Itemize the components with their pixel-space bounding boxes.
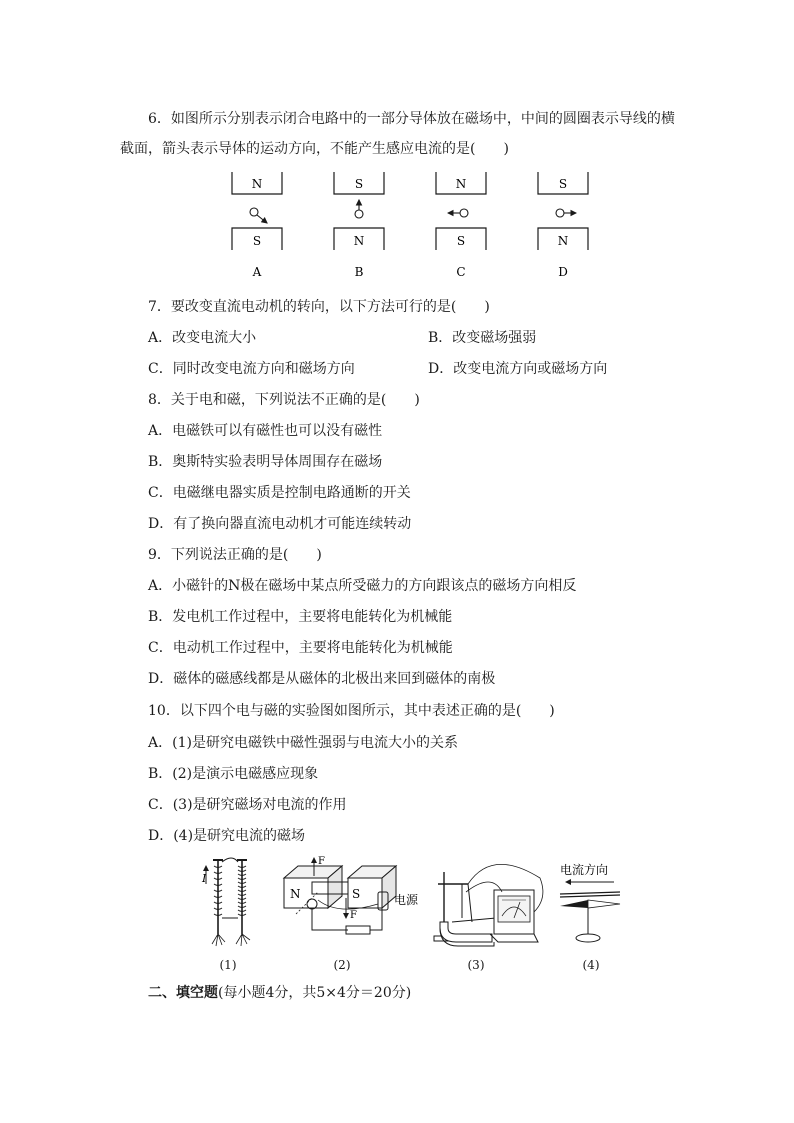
q6-d-bottom-pole: N <box>557 234 569 248</box>
q6-figure-d <box>538 172 588 250</box>
q10-fig1-current-label: I <box>202 872 207 885</box>
q7-option-b: B．改变磁场强弱 <box>428 330 537 346</box>
q6-d-conductor <box>556 209 564 217</box>
q6-label-d: D <box>558 265 568 279</box>
q10-figure-label-1: (1) <box>219 958 237 972</box>
q10-fig2-force-top: F <box>318 856 325 867</box>
q10-figure-1-electromagnets <box>196 852 260 952</box>
q6-a-top-pole: N <box>251 177 263 191</box>
q7-option-a: A．改变电流大小 <box>148 330 257 346</box>
q9-option-c: C．电动机工作过程中，主要将电能转化为机械能 <box>148 640 453 656</box>
q10-figure-3-stand-and-meter <box>432 852 548 950</box>
q9-option-b: B．发电机工作过程中，主要将电能转化为机械能 <box>148 609 453 625</box>
q6-a-conductor <box>250 208 258 216</box>
q9-stem: 9．下列说法正确的是( ) <box>148 547 322 563</box>
q10-stem: 10．以下四个电与磁的实验图如图所示，其中表述正确的是( ) <box>148 703 555 719</box>
section-2-title: 二、填空题 <box>148 985 218 1001</box>
q6-figures <box>222 168 602 280</box>
q8-option-b: B．奥斯特实验表明导体周围存在磁场 <box>148 454 383 470</box>
q6-stem-line2: 截面，箭头表示导体的运动方向，不能产生感应电流的是( ) <box>120 141 509 157</box>
q8-option-a: A．电磁铁可以有磁性也可以没有磁性 <box>148 423 383 439</box>
q6-c-conductor <box>460 209 468 217</box>
q6-d-top-pole: S <box>558 177 568 191</box>
q6-figure-c <box>436 172 486 250</box>
q7-option-d: D．改变电流方向或磁场方向 <box>428 361 608 377</box>
q9-option-d: D．磁体的磁感线都是从磁体的北极出来回到磁体的南极 <box>148 671 496 687</box>
q7-option-c: C．同时改变电流方向和磁场方向 <box>148 361 355 377</box>
q10-option-c: C．(3)是研究磁场对电流的作用 <box>148 797 347 813</box>
q10-figure-2-magnet-setup <box>278 852 428 950</box>
q6-a-bottom-pole: S <box>252 234 262 248</box>
q6-c-top-pole: N <box>455 177 467 191</box>
q10-figure-label-2: (2) <box>333 958 351 972</box>
section-2-heading <box>148 984 411 1002</box>
q6-label-a: A <box>252 265 262 279</box>
q10-fig2-force-bottom: F <box>350 910 357 921</box>
section-2-scoring-note: (每小题4分，共5×4分＝20分) <box>218 985 412 1001</box>
q10-fig4-current-label: 电流方向 <box>560 863 609 877</box>
q6-figure-a <box>232 172 282 250</box>
q10-fig2-pole-s: S <box>352 887 361 901</box>
q10-fig2-power-label: 电源 <box>394 893 419 907</box>
q10-figure-label-4: (4) <box>582 958 600 972</box>
q10-figure-4-oersted <box>556 860 626 952</box>
q6-label-c: C <box>456 265 466 279</box>
q8-option-c: C．电磁继电器实质是控制电路通断的开关 <box>148 485 411 501</box>
q10-option-d: D．(4)是研究电流的磁场 <box>148 828 306 844</box>
q10-option-a: A．(1)是研究电磁铁中磁性强弱与电流大小的关系 <box>148 735 458 751</box>
q6-label-b: B <box>354 265 364 279</box>
q6-figure-b <box>334 172 384 250</box>
q8-stem: 8．关于电和磁，下列说法不正确的是( ) <box>148 392 420 408</box>
q6-a-arrow <box>257 215 267 223</box>
q9-option-a: A．小磁针的N极在磁场中某点所受磁力的方向跟该点的磁场方向相反 <box>148 578 577 594</box>
q7-stem: 7．要改变直流电动机的转向，以下方法可行的是( ) <box>148 299 490 315</box>
q6-stem-line1: 6．如图所示分别表示闭合电路中的一部分导体放在磁场中，中间的圆圈表示导线的横 <box>148 111 675 127</box>
q10-option-b: B．(2)是演示电磁感应现象 <box>148 766 319 782</box>
q6-b-bottom-pole: N <box>353 234 365 248</box>
q10-figure-label-3: (3) <box>467 958 485 972</box>
q10-fig2-pole-n: N <box>290 887 301 901</box>
q6-c-bottom-pole: S <box>456 234 466 248</box>
q6-b-conductor <box>355 210 363 218</box>
q8-option-d: D．有了换向器直流电动机才可能连续转动 <box>148 516 412 532</box>
q6-b-top-pole: S <box>354 177 364 191</box>
